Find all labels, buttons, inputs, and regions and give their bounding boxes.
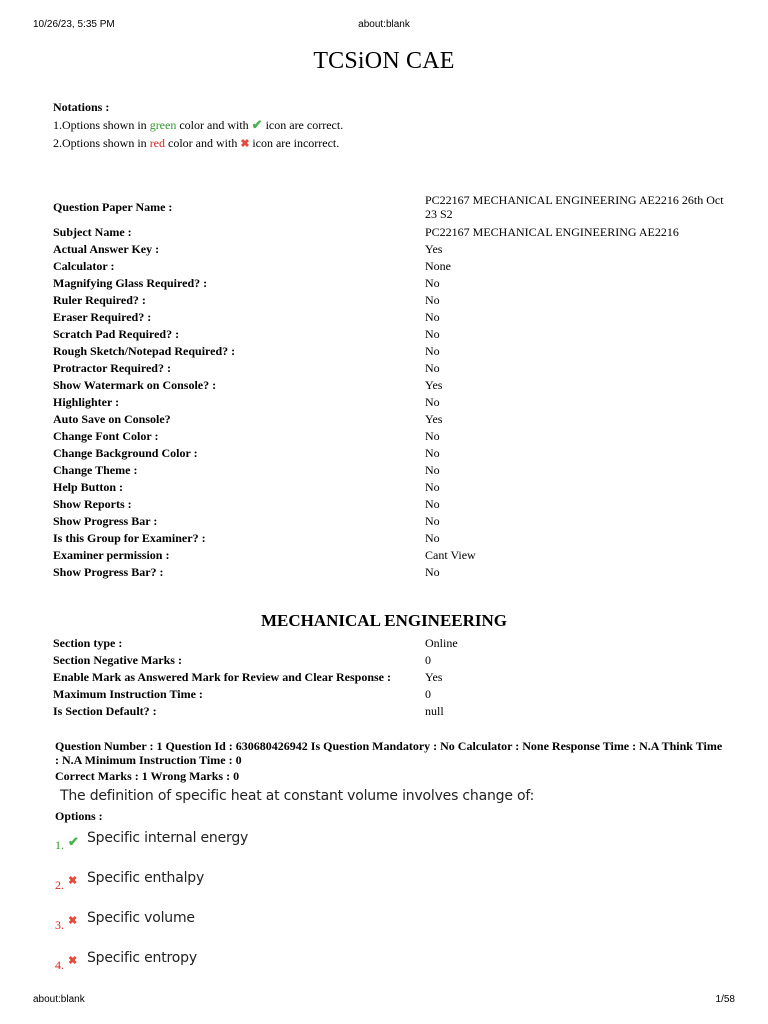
notations: [53, 98, 343, 153]
detail-value: No: [425, 513, 440, 528]
detail-value: null: [425, 703, 444, 718]
notation-correct: [53, 116, 343, 134]
detail-row: [53, 291, 729, 308]
detail-label: Subject Name :: [53, 224, 132, 239]
cross-icon: ✖: [68, 875, 78, 887]
detail-value: 0: [425, 652, 431, 667]
detail-value: No: [425, 275, 440, 290]
detail-row: [53, 325, 729, 342]
notation-text: 1.Options shown in: [53, 118, 150, 132]
detail-value: No: [425, 530, 440, 545]
print-header-url: about:blank: [358, 19, 410, 30]
detail-row: [53, 546, 729, 563]
detail-value: Cant View: [425, 547, 476, 562]
detail-row: [53, 308, 729, 325]
detail-value: No: [425, 309, 440, 324]
detail-label: Protractor Required? :: [53, 360, 171, 375]
detail-row: [53, 563, 729, 580]
option-text: Specific internal energy: [87, 830, 249, 846]
detail-row: [53, 376, 729, 393]
detail-row: [53, 190, 729, 223]
detail-row: [53, 257, 729, 274]
detail-label: Maximum Instruction Time :: [53, 686, 203, 701]
print-page-count: 1/58: [715, 994, 735, 1005]
detail-value: PC22167 MECHANICAL ENGINEERING AE2216 26th Oct 23 S2: [425, 192, 724, 221]
option-text: Specific enthalpy: [87, 870, 205, 886]
detail-label: Enable Mark as Answered Mark for Review and Clear Response :: [53, 669, 391, 684]
detail-label: Magnifying Glass Required? :: [53, 275, 208, 290]
notation-text: color and with: [165, 136, 241, 150]
detail-value: 0: [425, 686, 431, 701]
cross-icon: ✖: [68, 955, 78, 967]
detail-label: Examiner permission :: [53, 547, 170, 562]
question-marks: Correct Marks : 1 Wrong Marks : 0: [55, 769, 240, 783]
detail-label: Ruler Required? :: [53, 292, 146, 307]
option-text: Specific volume: [87, 910, 195, 926]
detail-row: [53, 393, 729, 410]
detail-label: Show Watermark on Console? :: [53, 377, 217, 392]
detail-label: Auto Save on Console?: [53, 411, 171, 426]
detail-row: [53, 359, 729, 376]
detail-label: Is Section Default? :: [53, 703, 157, 718]
detail-row: [53, 651, 729, 668]
detail-row: [53, 495, 729, 512]
detail-label: Eraser Required? :: [53, 309, 152, 324]
detail-value: No: [425, 479, 440, 494]
detail-row: [53, 410, 729, 427]
detail-label: Help Button :: [53, 479, 124, 494]
detail-value: PC22167 MECHANICAL ENGINEERING AE2216: [425, 224, 679, 239]
detail-value: No: [425, 428, 440, 443]
detail-label: Change Font Color :: [53, 428, 159, 443]
detail-row: [53, 444, 729, 461]
detail-value: No: [425, 326, 440, 341]
option-number: 1.: [55, 838, 64, 852]
check-icon: ✔: [251, 117, 263, 132]
page-title: TCSiON CAE: [313, 48, 455, 74]
notation-text: icon are correct.: [262, 118, 344, 132]
detail-row: [53, 478, 729, 495]
detail-row: [53, 634, 729, 651]
detail-value: Yes: [425, 411, 443, 426]
print-datetime: 10/26/23, 5:35 PM: [33, 19, 115, 30]
detail-label: Is this Group for Examiner? :: [53, 530, 206, 545]
detail-row: [53, 512, 729, 529]
notation-green-word: green: [149, 118, 177, 132]
detail-value: None: [425, 258, 451, 273]
detail-row: [53, 274, 729, 291]
detail-label: Section Negative Marks :: [53, 652, 182, 667]
option-number: 4.: [55, 958, 64, 972]
detail-row: [53, 529, 729, 546]
detail-row: [53, 668, 729, 685]
notation-incorrect: [53, 134, 343, 153]
detail-label: Question Paper Name :: [53, 199, 173, 214]
detail-label: Change Theme :: [53, 462, 138, 477]
detail-label: Section type :: [53, 635, 123, 650]
cross-icon: ✖: [240, 138, 253, 150]
detail-row: [53, 702, 729, 719]
detail-label: Calculator :: [53, 258, 115, 273]
detail-label: Scratch Pad Required? :: [53, 326, 180, 341]
detail-value: No: [425, 564, 440, 579]
question-text: The definition of specific heat at constant volume involves change of:: [60, 788, 535, 804]
detail-value: No: [425, 462, 440, 477]
detail-label: Highlighter :: [53, 394, 120, 409]
detail-row: [53, 223, 729, 240]
detail-value: No: [425, 360, 440, 375]
detail-label: Actual Answer Key :: [53, 241, 160, 256]
notations-heading: Notations :: [53, 100, 110, 114]
options-label: Options :: [55, 809, 103, 823]
detail-value: No: [425, 394, 440, 409]
detail-value: No: [425, 292, 440, 307]
option-number: 2.: [55, 878, 64, 892]
cross-icon: ✖: [68, 915, 78, 927]
detail-label: Show Progress Bar? :: [53, 564, 164, 579]
detail-label: Rough Sketch/Notepad Required? :: [53, 343, 236, 358]
notation-red-word: red: [149, 136, 166, 150]
detail-value: Yes: [425, 241, 443, 256]
detail-value: No: [425, 496, 440, 511]
notation-text: icon are incorrect.: [252, 136, 340, 150]
detail-value: Yes: [425, 377, 443, 392]
detail-row: [53, 342, 729, 359]
paper-details-table: [53, 190, 729, 580]
detail-row: [53, 461, 729, 478]
detail-row: [53, 427, 729, 444]
question-meta: Question Number : 1 Question Id : 630680426942 Is Question Mandatory : No Calculator : None Response Time : N.A Think Time : N.A Minimum Instruction Time : 0: [55, 739, 723, 767]
notation-text: color and with: [176, 118, 252, 132]
detail-row: [53, 240, 729, 257]
section-details-table: [53, 634, 729, 719]
detail-label: Show Reports :: [53, 496, 132, 511]
option-number: 3.: [55, 918, 64, 932]
option-text: Specific entropy: [87, 950, 197, 966]
section-heading: MECHANICAL ENGINEERING: [260, 611, 508, 630]
detail-value: No: [425, 343, 440, 358]
detail-label: Show Progress Bar :: [53, 513, 158, 528]
print-footer-url: about:blank: [33, 994, 85, 1005]
detail-value: Online: [425, 635, 458, 650]
notation-text: 2.Options shown in: [53, 136, 150, 150]
check-icon: ✔: [68, 834, 79, 849]
detail-value: No: [425, 445, 440, 460]
detail-value: Yes: [425, 669, 443, 684]
detail-label: Change Background Color :: [53, 445, 198, 460]
detail-row: [53, 685, 729, 702]
